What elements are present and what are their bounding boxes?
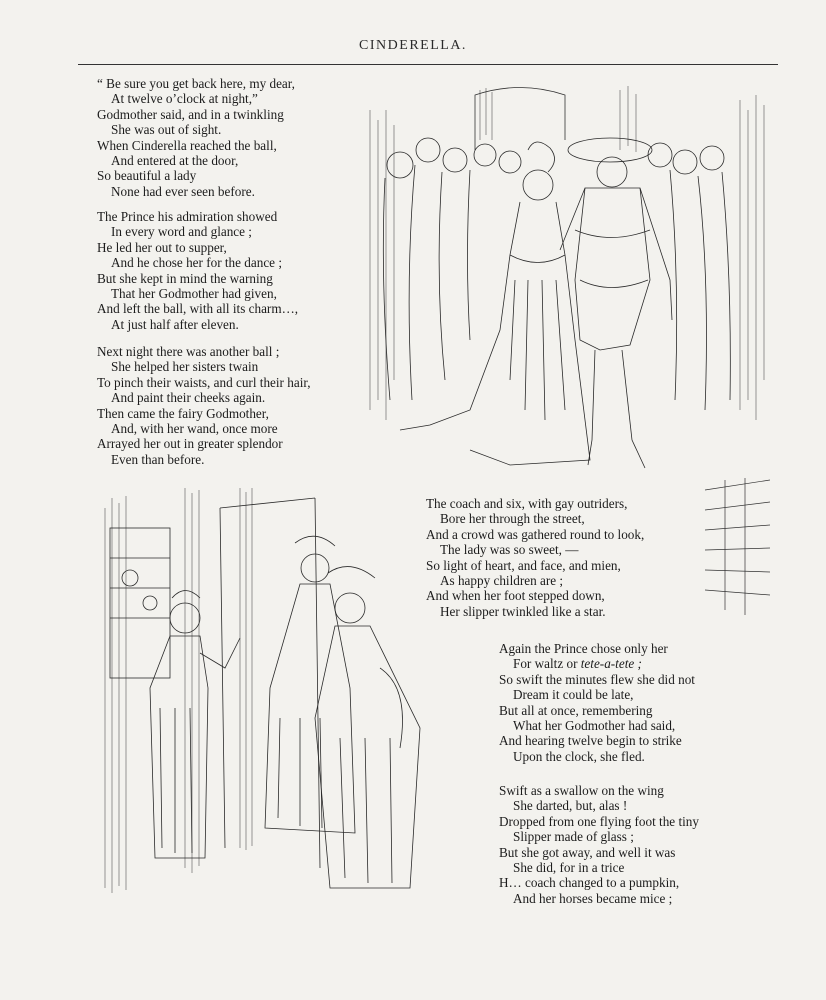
stanza-3 [97, 344, 311, 467]
verse-line-text: For waltz or [513, 656, 581, 672]
verse-line: Arrayed her out in greater splendor [97, 436, 283, 452]
stanza-5 [499, 641, 695, 764]
verse-line [499, 656, 695, 671]
verse-line: To pinch their waists, and curl their hair, [97, 374, 311, 390]
verse-line: At twelve o’clock at night,” [111, 91, 258, 107]
verse-line: Dropped from one flying foot the tiny [499, 813, 699, 829]
verse-line: Swift as a swallow on the wing [499, 783, 664, 798]
verse-line: So swift the minutes flew she did not [499, 671, 695, 687]
verse-line: Godmother said, and in a twinkling [97, 106, 284, 122]
stanza-1 [97, 76, 295, 199]
verse-line: None had ever seen before. [111, 183, 255, 199]
verse-line: And a crowd was gathered round to look, [426, 526, 645, 542]
verse-line: In every word and glance ; [111, 224, 252, 240]
verse-line: Bore her through the street, [440, 511, 585, 527]
verse-line: Then came the fairy Godmother, [97, 405, 269, 421]
verse-line: So light of heart, and face, and mien, [426, 557, 621, 573]
verse-line: She did, for in a trice [513, 860, 625, 876]
verse-line: The lady was so sweet, — [440, 542, 579, 558]
running-title: CINDERELLA. [359, 38, 467, 53]
verse-line: Dream it could be late, [513, 687, 634, 703]
doorway-illustration [100, 488, 465, 903]
verse-line: And hearing twelve begin to strike [499, 733, 682, 749]
verse-line: She darted, but, alas ! [513, 798, 628, 814]
stanza-6 [499, 783, 699, 906]
verse-line: Slipper made of glass ; [513, 829, 634, 845]
header-rule [78, 64, 778, 65]
verse-line: H… coach changed to a pumpkin, [499, 875, 680, 891]
verse-line: So beautiful a lady [97, 168, 197, 184]
verse-line: Again the Prince chose only her [499, 641, 668, 656]
verse-line: She was out of sight. [111, 122, 222, 138]
verse-line: But all at once, remembering [499, 702, 653, 718]
verse-line: He led her out to supper, [97, 239, 227, 255]
verse-line: But she kept in mind the warning [97, 270, 273, 286]
verse-line: And he chose her for the dance ; [111, 255, 282, 271]
corner-vignette [700, 470, 775, 620]
verse-line: And entered at the door, [111, 153, 239, 169]
verse-line: At just half after eleven. [111, 316, 239, 332]
verse-line: When Cinderella reached the ball, [97, 137, 277, 153]
verse-line: Upon the clock, she fled. [513, 748, 645, 764]
verse-line: And her horses became mice ; [513, 890, 673, 906]
verse-line: What her Godmother had said, [513, 718, 676, 734]
verse-line: And when her foot stepped down, [426, 588, 605, 604]
verse-line: That her Godmother had given, [111, 286, 277, 302]
verse-line: And left the ball, with all its charm…, [97, 301, 299, 317]
verse-line: Her slipper twinkled like a star. [440, 603, 606, 619]
verse-line: As happy children are ; [440, 573, 564, 589]
stanza-2 [97, 209, 298, 332]
verse-line: “ Be sure you get back here, my dear, [97, 76, 295, 91]
verse-line-italic: tete-a-tete ; [580, 656, 642, 672]
verse-line: Even than before. [111, 451, 205, 467]
verse-line: And, with her wand, once more [111, 421, 278, 437]
verse-line: But she got away, and well it was [499, 844, 676, 860]
verse-line: The coach and six, with gay outriders, [426, 496, 628, 511]
verse-line: And paint their cheeks again. [111, 390, 266, 406]
verse-line: Next night there was another ball ; [97, 344, 280, 359]
ballroom-illustration [360, 80, 770, 480]
verse-line: She helped her sisters twain [111, 359, 259, 375]
verse-line: The Prince his admiration showed [97, 209, 278, 224]
